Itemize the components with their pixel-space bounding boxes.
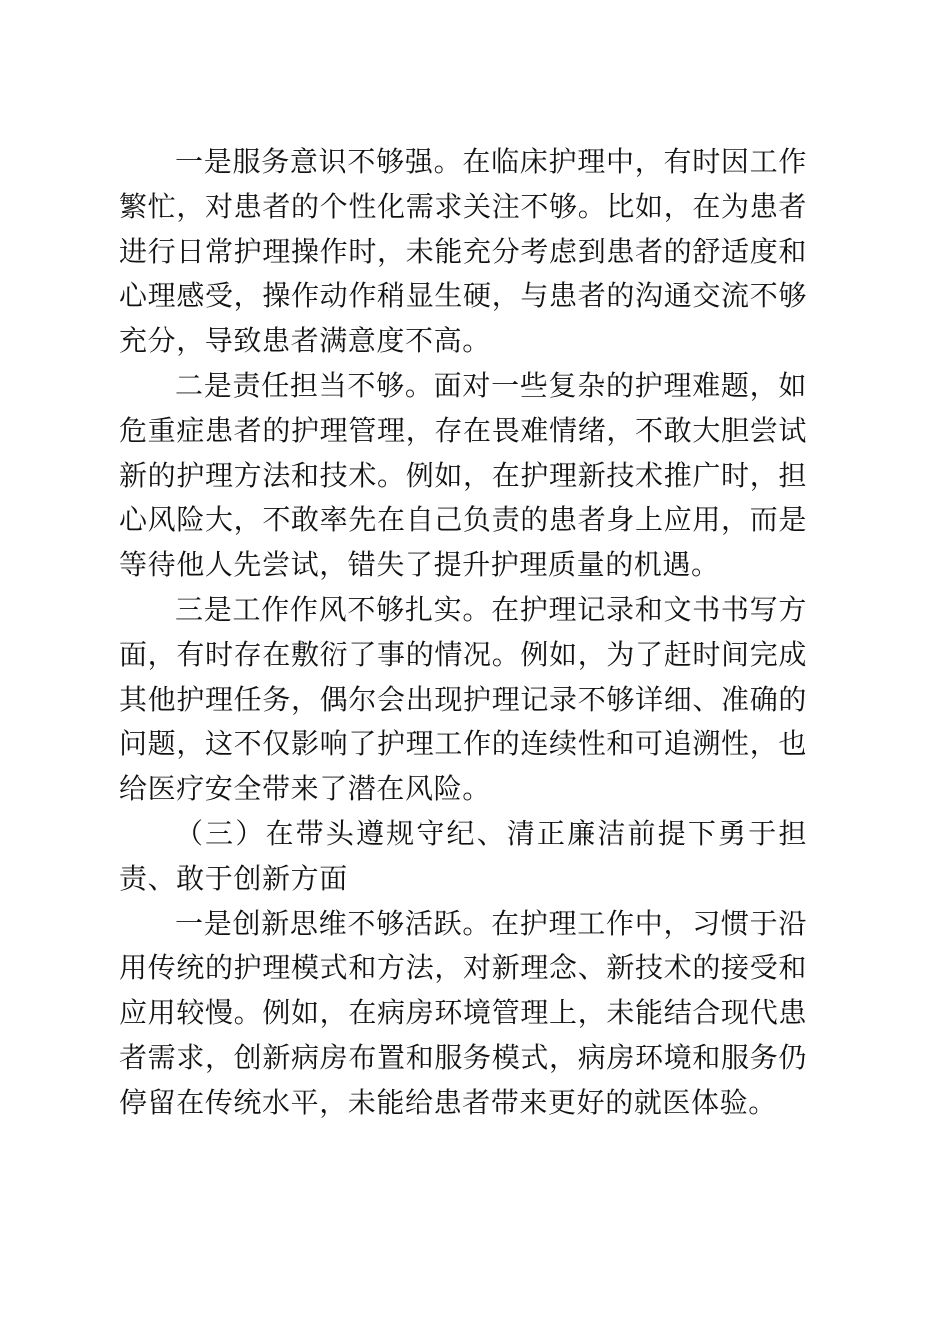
- paragraph-responsibility: 二是责任担当不够。面对一些复杂的护理难题，如危重症患者的护理管理，存在畏难情绪，不敢大胆尝试新的护理方法和技术。例如，在护理新技术推广时，担心风险大，不敢率先在自己负责的患者身上应用，而是等待他人先尝试，错失了提升护理质量的机遇。: [119, 368, 807, 582]
- document-body: [119, 140, 807, 1126]
- section-heading: （三）在带头遵规守纪、清正廉洁前提下勇于担责、敢于创新方面: [119, 816, 807, 895]
- paragraph-work-style: 三是工作作风不够扎实。在护理记录和文书书写方面，有时存在敷衍了事的情况。例如，为了赶时间完成其他护理任务，偶尔会出现护理记录不够详细、准确的问题，这不仅影响了护理工作的连续性和可追溯性，也给医疗安全带来了潜在风险。: [119, 592, 807, 806]
- paragraph-innovation: 一是创新思维不够活跃。在护理工作中，习惯于沿用传统的护理模式和方法，对新理念、新技术的接受和应用较慢。例如，在病房环境管理上，未能结合现代患者需求，创新病房布置和服务模式，病房环境和服务仍停留在传统水平，未能给患者带来更好的就医体验。: [119, 906, 807, 1119]
- paragraph-service-awareness: 一是服务意识不够强。在临床护理中，有时因工作繁忙，对患者的个性化需求关注不够。比如，在为患者进行日常护理操作时，未能充分考虑到患者的舒适度和心理感受，操作动作稍显生硬，与患者的沟通交流不够充分，导致患者满意度不高。: [119, 145, 807, 358]
